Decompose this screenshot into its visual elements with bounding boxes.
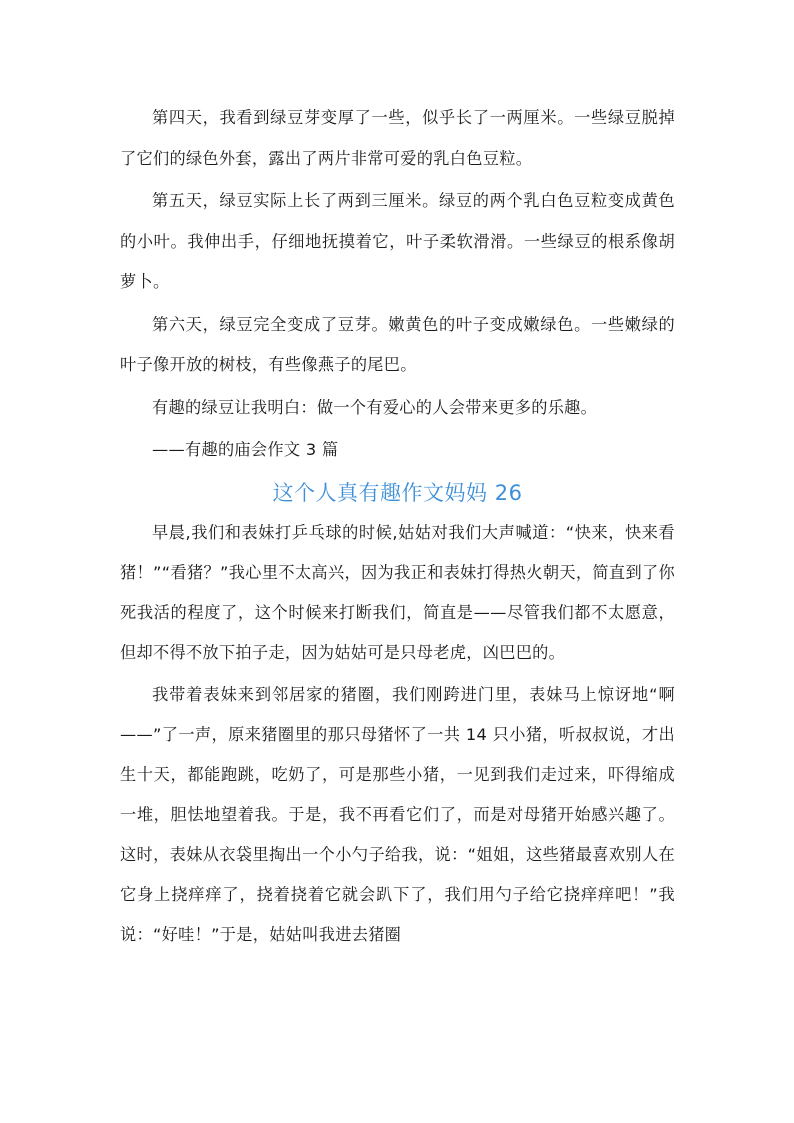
paragraph-conclusion: 有趣的绿豆让我明白：做一个有爱心的人会带来更多的乐趣。 [152, 397, 598, 417]
paragraph-pig-pen: 我带着表妹来到邻居家的猪圈，我们刚跨进门里，表妹马上惊讶地“啊——”了一声，原来猪圈里的那只母猪怀了一共 14 只小猪，听叔叔说，才出生十天，都能跑跳，吃奶了，可是那些小猪，一见到我们走过来，吓得缩成一堆，胆怯地望着我。于是，我不再看它们了，而是对母猪开始感兴趣了。这时，表妹从衣袋里掏出一个小勺子给我，说：“姐姐，这些猪最喜欢别人在它身上挠痒痒了，挠着挠着它就会趴下了，我们用勺子给它挠痒痒吧！”我说：“好哇！”于是，姑姑叫我进去猪圈 [120, 684, 675, 944]
document-body [120, 98, 675, 957]
paragraph-source-note: ——有趣的庙会作文 3 篇 [152, 440, 339, 459]
section-title: 这个人真有趣作文妈妈 26 [272, 480, 523, 505]
paragraph-day-five: 第五天，绿豆实际上长了两到三厘米。绿豆的两个乳白色豆粒变成黄色的小叶。我伸出手，仔细地抚摸着它，叶子柔软滑滑。一些绿豆的根系像胡萝卜。 [120, 191, 675, 291]
paragraph-day-six: 第六天，绿豆完全变成了豆芽。嫩黄色的叶子变成嫩绿色。一些嫩绿的叶子像开放的树枝，有些像燕子的尾巴。 [120, 314, 675, 374]
paragraph-morning: 早晨,我们和表妹打乒乓球的时候,姑姑对我们大声喊道：“快来，快来看猪！”“看猪？”我心里不太高兴，因为我正和表妹打得热火朝天，简直到了你死我活的程度了，这个时候来打断我们，简直是——尽管我们都不太愿意，但却不得不放下拍子走，因为姑姑可是只母老虎，凶巴巴的。 [120, 522, 675, 662]
paragraph-day-four: 第四天，我看到绿豆芽变厚了一些，似乎长了一两厘米。一些绿豆脱掉了它们的绿色外套，露出了两片非常可爱的乳白色豆粒。 [120, 108, 675, 168]
